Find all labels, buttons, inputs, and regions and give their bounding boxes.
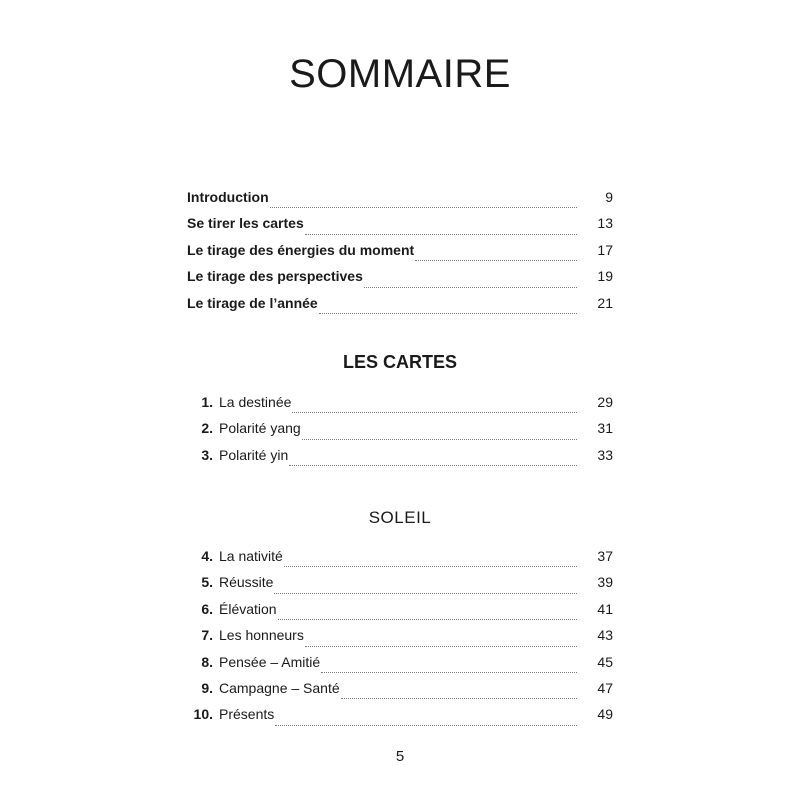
dot-leader — [321, 654, 577, 680]
dot-leader — [274, 574, 577, 600]
toc-entry-page: 9 — [605, 189, 613, 205]
page-number: 5 — [395, 748, 405, 765]
toc-entry-page: 33 — [597, 446, 613, 463]
toc-entry[interactable] — [187, 447, 613, 473]
toc-entry-page: 13 — [597, 215, 613, 232]
toc-entry[interactable] — [187, 394, 613, 420]
dot-leader — [289, 447, 577, 473]
toc-entry-page: 41 — [597, 600, 613, 617]
toc-entry-number: 4. — [201, 548, 213, 564]
toc-entry-page: 21 — [597, 294, 613, 311]
toc-entry-label: Se tirer les cartes — [187, 215, 304, 232]
toc-entry[interactable] — [187, 420, 613, 446]
toc-entry-label: Le tirage de l’année — [187, 294, 318, 311]
toc-entry-label: Polarité yang — [219, 420, 301, 437]
dot-leader — [270, 189, 577, 215]
toc-entry-number: 8. — [201, 653, 213, 670]
toc-entry-number: 9. — [201, 679, 213, 696]
toc-entry-number: 7. — [201, 627, 213, 644]
toc-entry-page: 37 — [597, 548, 613, 564]
toc-entry[interactable] — [187, 601, 613, 627]
dot-leader — [278, 601, 577, 627]
dot-leader — [275, 706, 577, 732]
toc-entry[interactable] — [187, 627, 613, 653]
dot-leader — [319, 295, 577, 321]
toc-cartes-list — [187, 394, 613, 473]
dot-leader — [292, 394, 577, 420]
toc-entry-page: 49 — [597, 706, 613, 723]
toc-entry-number: 3. — [201, 446, 213, 463]
page-title: SOMMAIRE — [289, 52, 511, 96]
section-heading-soleil: SOLEIL — [368, 508, 432, 527]
toc-entry[interactable] — [187, 654, 613, 680]
toc-entry-number: 10. — [193, 706, 213, 723]
toc-entry-page: 29 — [597, 394, 613, 410]
dot-leader — [305, 215, 577, 241]
toc-entry-label: Les honneurs — [219, 627, 304, 644]
toc-entry-label: Polarité yin — [219, 446, 289, 463]
toc-entry[interactable] — [187, 548, 613, 574]
toc-entry[interactable] — [187, 295, 613, 321]
toc-entry-page: 39 — [597, 574, 613, 591]
toc-entry-page: 45 — [597, 653, 613, 670]
toc-entry-page: 31 — [597, 420, 613, 437]
toc-entry[interactable] — [187, 268, 613, 294]
toc-entry-page: 17 — [597, 241, 613, 258]
toc-entry-label: Élévation — [219, 600, 277, 617]
toc-entry-label: La nativité — [219, 548, 283, 564]
toc-entry-number: 6. — [201, 600, 213, 617]
toc-entry[interactable] — [187, 680, 613, 706]
toc-entry-label: Pensée – Amitié — [219, 653, 321, 670]
dot-leader — [284, 548, 577, 574]
toc-entry-label: Introduction — [187, 189, 269, 205]
dot-leader — [415, 242, 577, 268]
toc-soleil-list — [187, 548, 613, 733]
dot-leader — [305, 627, 577, 653]
toc-entry[interactable] — [187, 242, 613, 268]
toc-entry-label: Réussite — [219, 574, 274, 591]
toc-entry-number: 2. — [201, 420, 213, 437]
dot-leader — [302, 420, 577, 446]
toc-entry-page: 47 — [597, 679, 613, 696]
toc-entry[interactable] — [187, 189, 613, 215]
toc-entry-number: 1. — [201, 394, 213, 410]
section-heading-les-cartes: LES CARTES — [342, 352, 457, 372]
toc-entry-label: La destinée — [219, 394, 292, 410]
toc-entry-label: Présents — [219, 706, 275, 723]
toc-entry[interactable] — [187, 574, 613, 600]
toc-entry-label: Le tirage des énergies du moment — [187, 241, 415, 258]
toc-entry-label: Le tirage des perspectives — [187, 268, 363, 285]
toc-entry[interactable] — [187, 215, 613, 241]
toc-entry-number: 5. — [201, 574, 213, 591]
dot-leader — [341, 680, 577, 706]
toc-entry-page: 43 — [597, 627, 613, 644]
toc-entry-label: Campagne – Santé — [219, 679, 340, 696]
toc-entry[interactable] — [187, 706, 613, 732]
toc-entry-page: 19 — [597, 268, 613, 285]
dot-leader — [364, 268, 577, 294]
toc-intro-list — [187, 189, 613, 321]
